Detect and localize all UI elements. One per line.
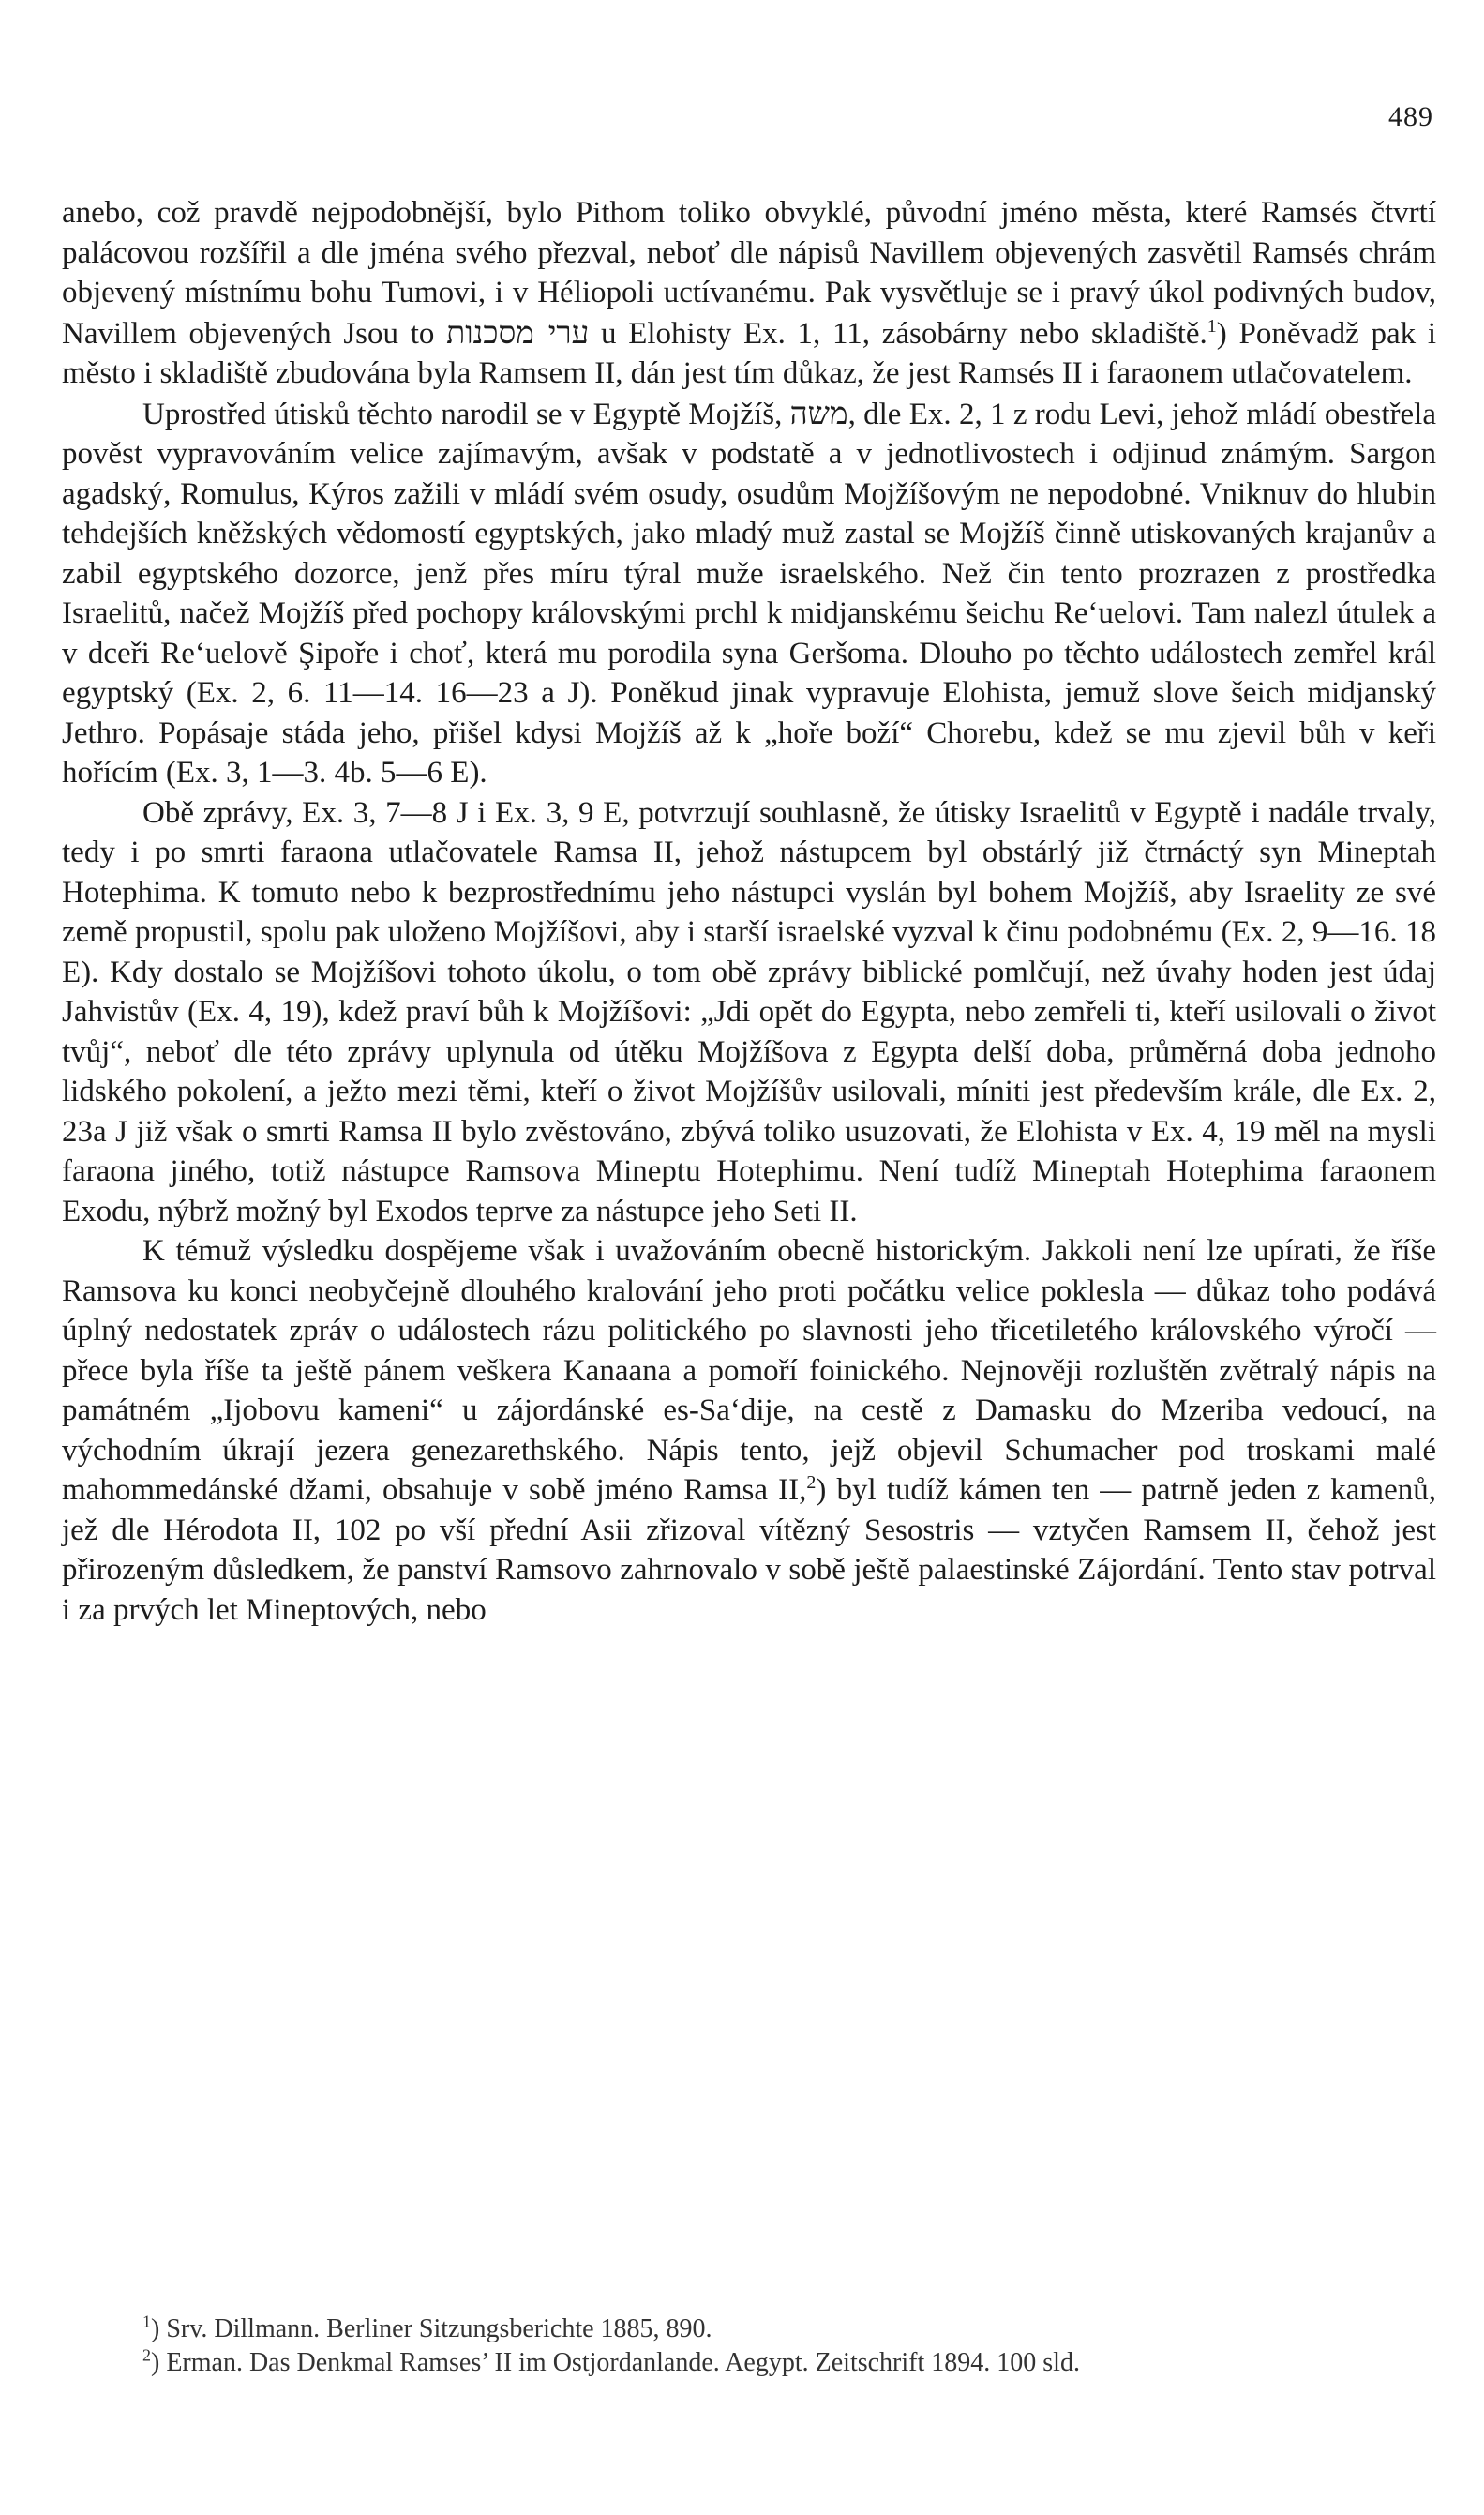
- footnote-ref-1[interactable]: 1: [1207, 315, 1217, 337]
- paragraph-2-part-b: , dle Ex. 2, 1 z rodu Levi, jehož mládí obestřela pověst vypravováním velice zajímavým, avšak v podstatě a v jednotlivostech i odjinud známým. Sargon agadský, Romulus, Kýros zažili v mládí svém osudy, osudům Mojžíšovým ne nepodobné. Vniknuv do hlubin tehdejších kněžských vědomostí egyptských, jako mladý muž zastal se Mojžíš činně utiskovaných krajanův a zabil egyptského dozorce, jenž přes míru týral muže israelského. Než čin tento prozrazen z prostředka Israelitů, načež Mojžíš před pochopy královskými prchl k midjanskému šeichu Re‘uelovi. Tam nalezl útulek a v dceři Re‘uelově Şipoře i choť, která mu porodila syna Geršoma. Dlouho po těchto událostech zemřel král egyptský (Ex. 2, 6. 11—14. 16—23 a J). Poněkud jinak vypravuje Elohista, jemuž slove šeich midjanský Jethro. Popásaje stáda jeho, přišel kdysi Mojžíš až k „hoře boží“ Chorebu, kdež se mu zjevil bůh v keři hořícím (Ex. 3, 1—3. 4b. 5—6 E).: [62, 397, 1436, 790]
- paragraph-1-part-b: u Elohisty Ex. 1, 11, zásobárny nebo skladiště.: [589, 316, 1207, 351]
- hebrew-term-storage-cities: ערי מסכנות: [446, 313, 590, 351]
- footnote-ref-2[interactable]: 2: [806, 1472, 817, 1493]
- paragraph-4-part-b: ) byl tudíž kámen ten — patrně jeden z kamenů, jež dle Hérodota II, 102 po vší přední Asii zřizoval vítězný Sesostris — vztyčen Ramsem II, čehož jest přirozeným důsledkem, že panství Ramsovo zahrnovalo v sobě ještě palaestinské Zájordání. Tento stav potrval i za prvých let Mineptových, nebo: [62, 1473, 1436, 1627]
- footnote-1-text: ) Srv. Dillmann. Berliner Sitzungsberichte 1885, 890.: [151, 2314, 712, 2343]
- footnote-1: [62, 2312, 1436, 2346]
- paragraph-3: Obě zprávy, Ex. 3, 7—8 J i Ex. 3, 9 E, potvrzují souhlasně, že útisky Israelitů v Egyptě i nadále trvaly, tedy i po smrti faraona utlačovatele Ramsa II, jehož nástupcem byl obstárlý již čtrnáctý syn Mineptah Hotephima. K tomuto nebo k bezprostřednímu jeho nástupci vyslán byl bohem Mojžíš, aby Israelity ze své země propustil, spolu pak uloženo Mojžíšovi, aby i starší israelské vyzval k činu podobnému (Ex. 2, 9—16. 18 E). Kdy dostalo se Mojžíšovi tohoto úkolu, o tom obě zprávy biblické pomlčují, než úvahy hoden jest údaj Jahvistův (Ex. 4, 19), kdež praví bůh k Mojžíšovi: „Jdi opět do Egypta, nebo zemřeli ti, kteří usilovali o život tvůj“, neboť dle této zprávy uplynula od útěku Mojžíšova z Egypta delší doba, průměrná doba jednoho lidského pokolení, a ježto mezi těmi, kteří o život Mojžíšův usilovali, míniti jest především krále, dle Ex. 2, 23a J již však o smrti Ramsa II bylo zvěstováno, zbývá toliko usuzovati, že Elohista v Ex. 4, 19 měl na mysli faraona jiného, totiž nástupce Ramsova Mineptu Hotephimu. Není tudíž Mineptah Hotephima faraonem Exodu, nýbrž možný byl Exodos teprve za nástupce jeho Seti II.: [62, 795, 1436, 1228]
- paragraph-1-part-c: ) Poněvadž pak i město i skladiště zbudována byla Ramsem II, dán jest tím důkaz, že jest Ramsés II i faraonem utlačovatelem.: [62, 316, 1437, 390]
- page-number: 489: [1388, 101, 1433, 132]
- footnote-2-mark: 2: [142, 2345, 151, 2365]
- paragraph-1: [62, 193, 1436, 394]
- footnote-2-text: ) Erman. Das Denkmal Ramses’ II im Ostjordanlande. Aegypt. Zeitschrift 1894. 100 sld.: [151, 2348, 1080, 2377]
- paragraph-4-part-a: K témuž výsledku dospějeme však i uvažováním obecně historickým. Jakkoli není lze upírati, že říše Ramsova ku konci neobyčejně dlouhého kralování jeho proti počátku velice poklesla — důkaz toho podává úplný nedostatek zpráv o událostech rázu politického po slavnosti jeho třicetiletého královského výročí — přece byla říše ta ještě pánem veškera Kanaana a pomoří foinického. Nejnověji rozluštěn zvětralý nápis na památném „Ijobovu kameni“ u zájordánské es-Sa‘dije, na cestě z Damasku do Mzeriba vedoucí, na východním úkrají jezera genezarethského. Nápis tento, jejž objevil Schumacher pod troskami malé mahommedánské džami, obsahuje v sobě jméno Ramsa II,: [62, 1234, 1436, 1507]
- footnotes: [62, 2312, 1436, 2380]
- paragraph-2-part-a: Uprostřed útisků těchto narodil se v Egyptě Mojžíš,: [142, 397, 790, 431]
- footnote-1-mark: 1: [142, 2312, 151, 2331]
- hebrew-name-moses: משה: [789, 394, 848, 431]
- footnote-2: [62, 2346, 1436, 2380]
- paragraph-2: [62, 394, 1436, 793]
- paragraph-4: [62, 1231, 1436, 1630]
- main-text: [62, 193, 1436, 1630]
- paragraph-1-part-a: anebo, což pravdě nejpodobnější, bylo Pithom toliko obvyklé, původní jméno města, které Ramsés čtvrtí palácovou rozšířil a dle jména svého přezval, neboť dle nápisů Navillem objevených zasvětil Ramsés chrám objevený místnímu bohu Tumovi, i v Héliopoli uctívanému. Pak vysvětluje se i pravý úkol podivných budov, Navillem objevených Jsou to: [62, 196, 1436, 351]
